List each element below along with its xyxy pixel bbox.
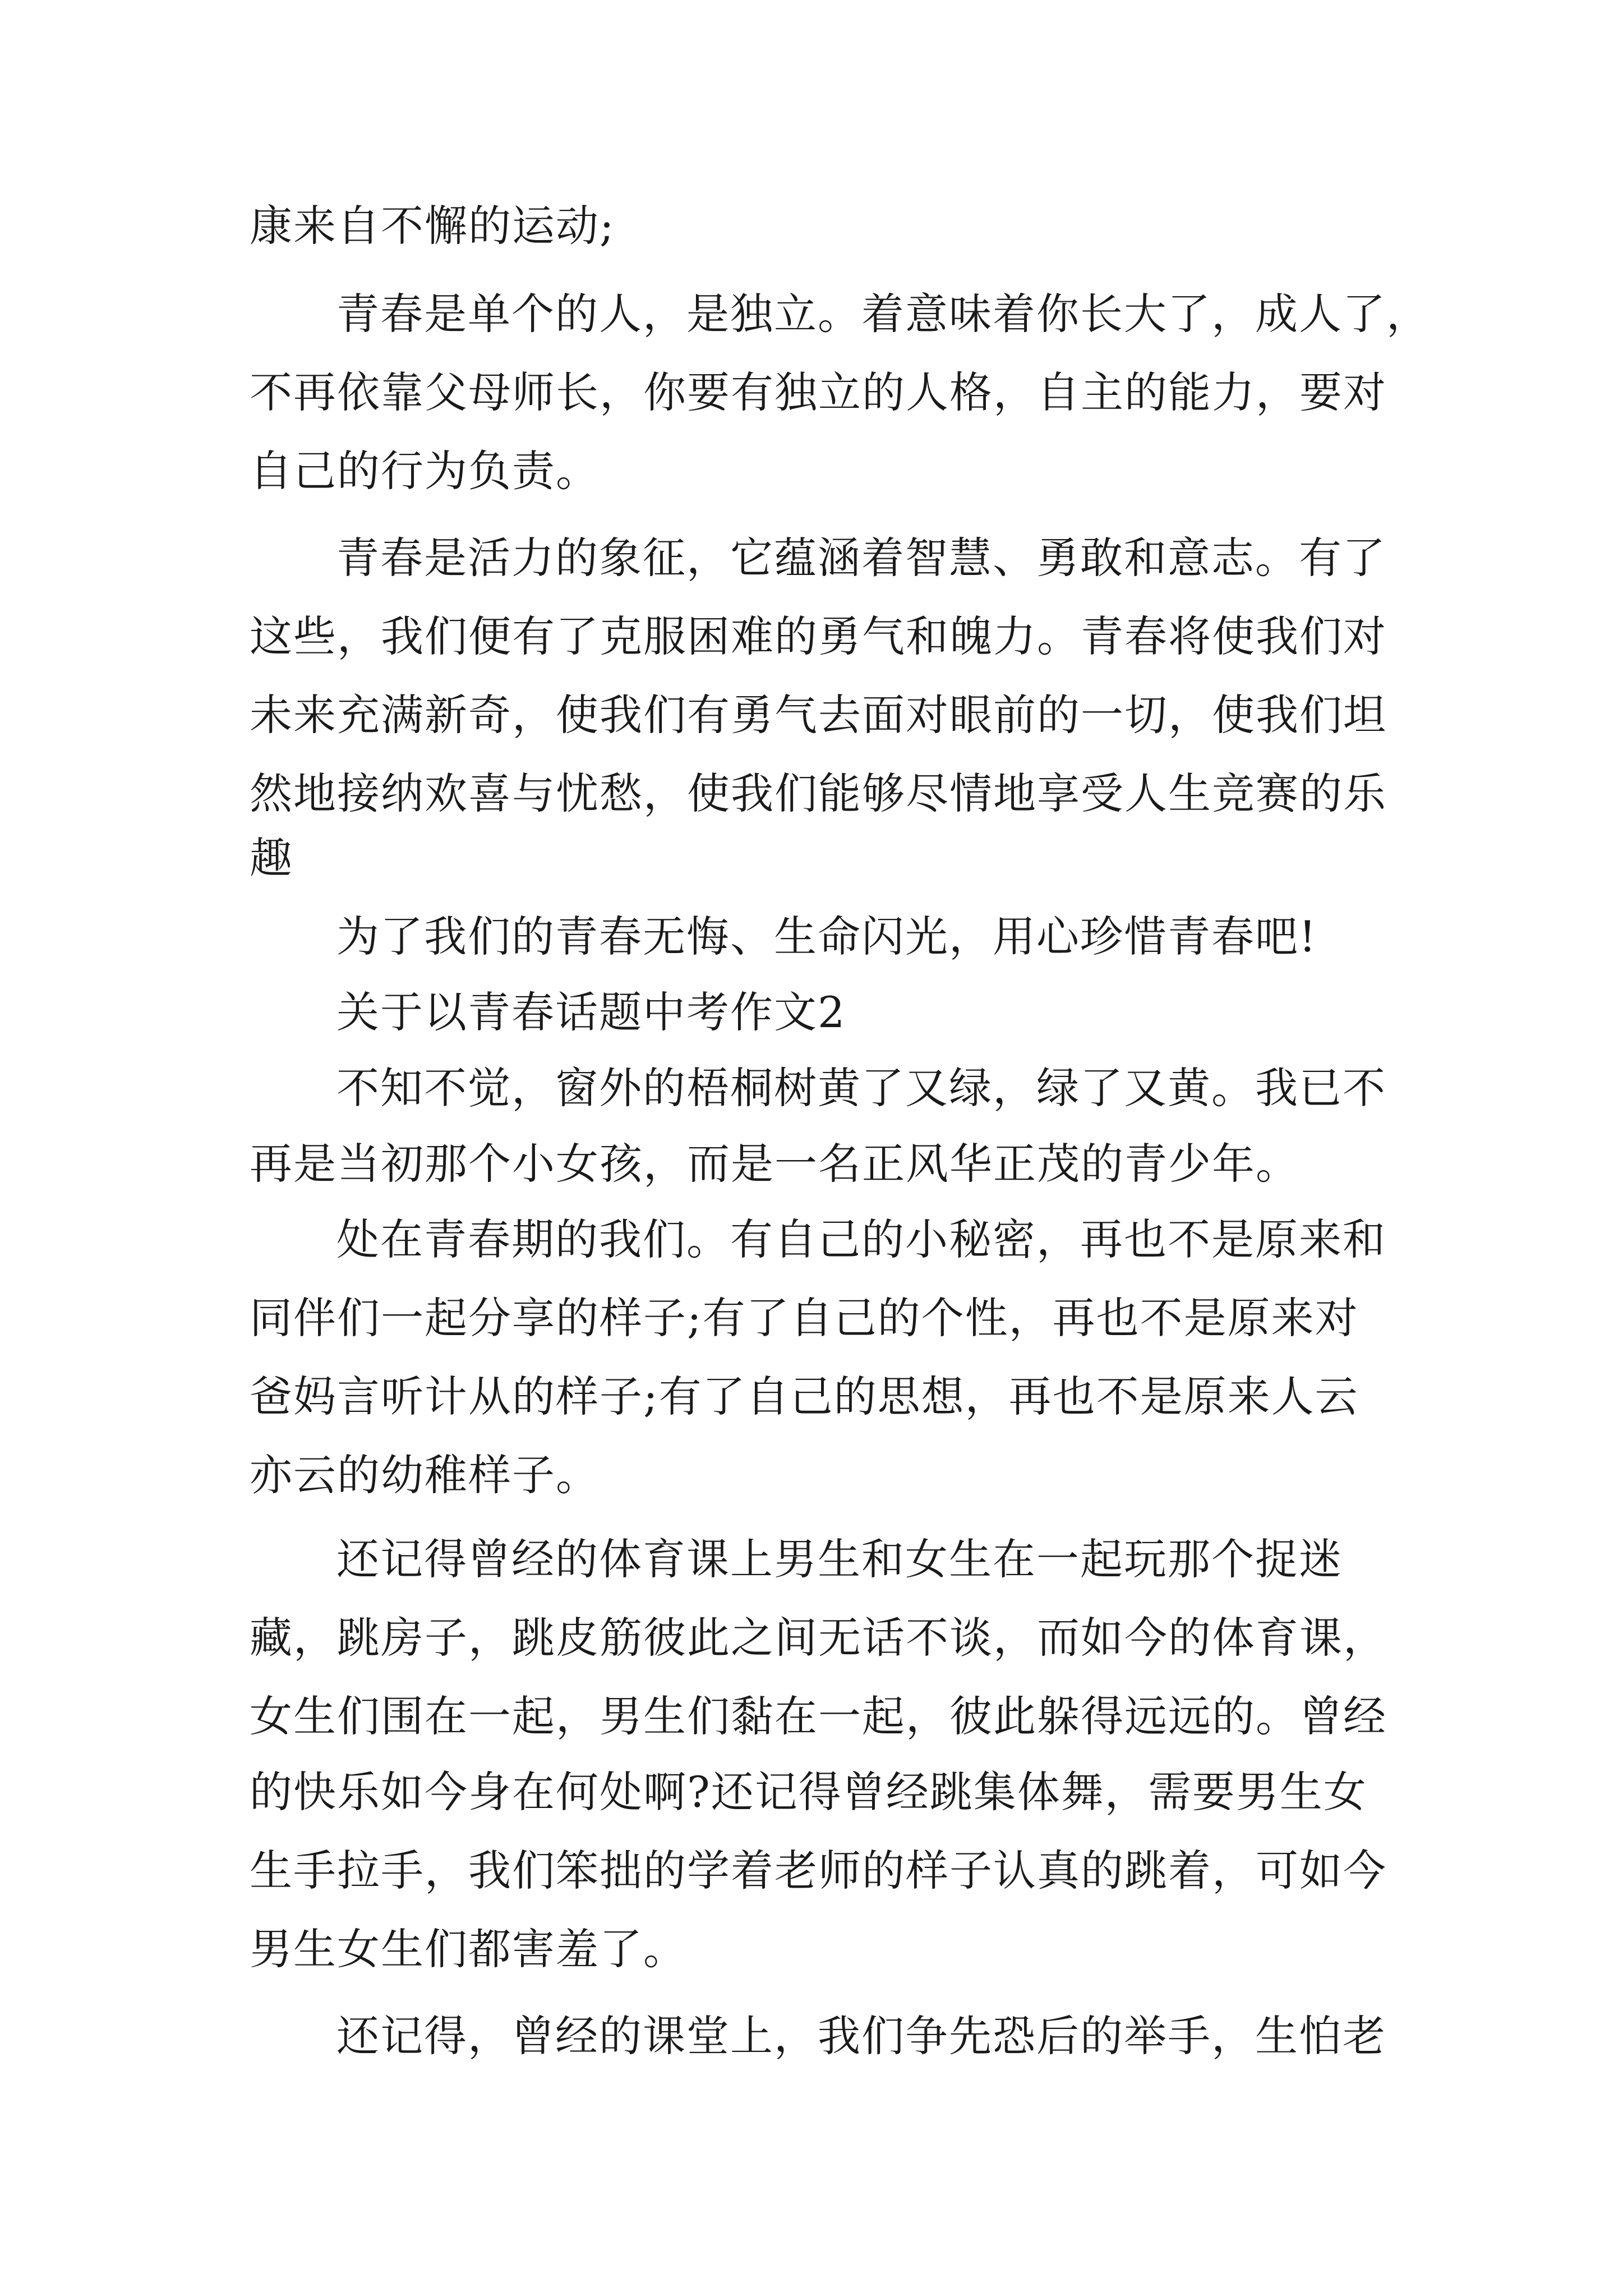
text-line: 男生女生们都害羞了。 bbox=[250, 1924, 687, 1974]
text-line: 康来自不懈的运动; bbox=[250, 201, 615, 251]
text-line: 的快乐如今身在何处啊?还记得曾经跳集体舞，需要男生女 bbox=[250, 1767, 1367, 1817]
paragraph-start: 为了我们的青春无悔、生命闪光，用心珍惜青春吧! bbox=[336, 912, 1317, 961]
paragraph-start: 还记得曾经的体育课上男生和女生在一起玩那个捉迷 bbox=[336, 1534, 1343, 1584]
text-line: 亦云的幼稚样子。 bbox=[250, 1450, 600, 1500]
text-line: 趣 bbox=[250, 833, 293, 883]
paragraph-start: 青春是活力的象征，它蕴涵着智慧、勇敢和意志。有了 bbox=[336, 533, 1386, 583]
text-line: 爸妈言听计从的样子;有了自己的思想，再也不是原来人云 bbox=[250, 1372, 1359, 1421]
text-line: 自己的行为负责。 bbox=[250, 446, 600, 496]
text-line: 未来充满新奇，使我们有勇气去面对眼前的一切，使我们坦 bbox=[250, 690, 1387, 740]
paragraph-start: 青春是单个的人，是独立。着意味着你长大了，成人了， bbox=[336, 289, 1430, 339]
text-line: 同伴们一起分享的样子;有了自己的个性，再也不是原来对 bbox=[250, 1293, 1359, 1343]
paragraph-start: 处在青春期的我们。有自己的小秘密，再也不是原来和 bbox=[336, 1214, 1386, 1264]
text-line: 不再依靠父母师长，你要有独立的人格，自主的能力，要对 bbox=[250, 367, 1387, 417]
section-heading: 关于以青春话题中考作文2 bbox=[336, 987, 846, 1037]
paragraph-start: 不知不觉，窗外的梧桐树黄了又绿，绿了又黄。我已不 bbox=[336, 1063, 1386, 1113]
paragraph-start: 还记得，曾经的课堂上，我们争先恐后的举手，生怕老 bbox=[336, 2011, 1386, 2061]
text-line: 这些，我们便有了克服困难的勇气和魄力。青春将使我们对 bbox=[250, 611, 1387, 661]
text-line: 女生们围在一起，男生们黏在一起，彼此躲得远远的。曾经 bbox=[250, 1691, 1387, 1741]
text-line: 然地接纳欢喜与忧愁，使我们能够尽情地享受人生竞赛的乐 bbox=[250, 769, 1387, 818]
text-line: 生手拉手，我们笨拙的学着老师的样子认真的跳着，可如今 bbox=[250, 1846, 1387, 1895]
text-line: 藏，跳房子，跳皮筋彼此之间无话不谈，而如今的体育课， bbox=[250, 1613, 1387, 1663]
text-line: 再是当初那个小女孩，而是一名正风华正茂的青少年。 bbox=[250, 1139, 1299, 1189]
